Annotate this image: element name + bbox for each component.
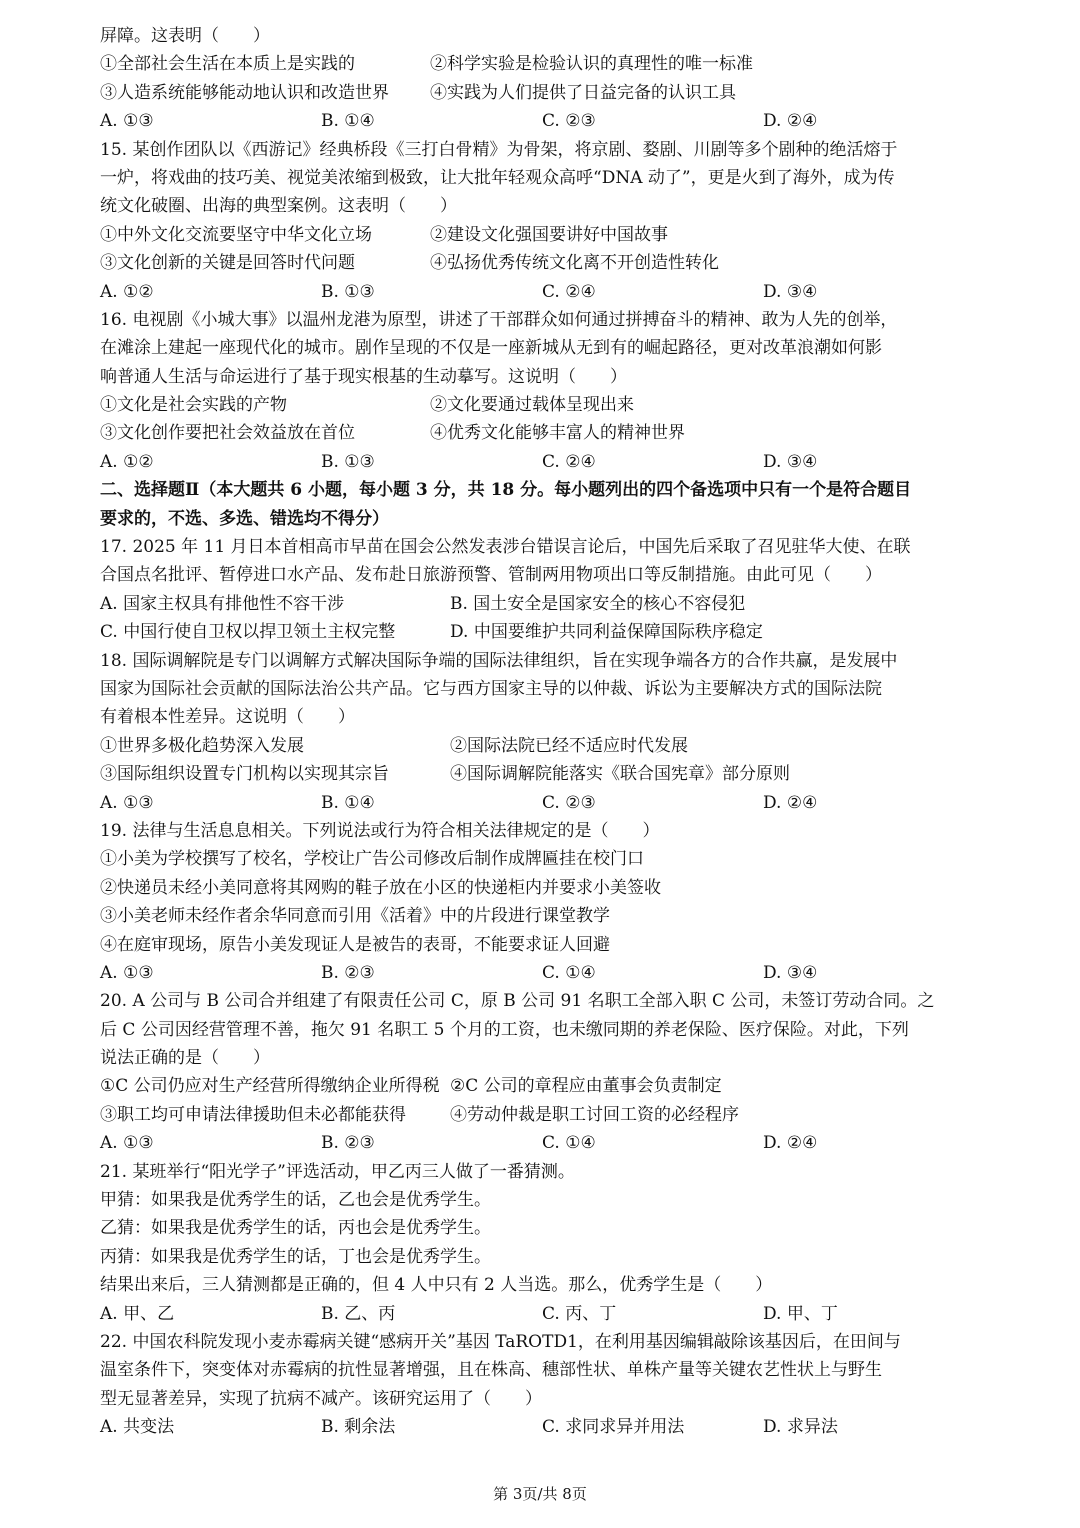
choice: D. ③④: [763, 281, 818, 302]
choice: D. ②④: [763, 1133, 818, 1154]
choice: A. ①③: [100, 792, 154, 813]
option: ②建设文化强国要讲好中国故事: [430, 224, 668, 245]
exam-page: [100, 22, 990, 1442]
choice: B. 乙、丙: [321, 1303, 396, 1324]
question-text: 甲猜：如果我是优秀学生的话，乙也会是优秀学生。: [100, 1190, 491, 1211]
option: ④在庭审现场，原告小美发现证人是被告的表哥，不能要求证人回避: [100, 934, 610, 955]
question-text: 18. 国际调解院是专门以调解方式解决国际争端的国际法律组织，旨在实现争端各方的合作共赢，是发展中: [100, 650, 898, 671]
choice-row: [100, 959, 990, 987]
question-text: 说法正确的是（ ）: [100, 1048, 270, 1069]
option: ②国际法院已经不适应时代发展: [450, 735, 688, 756]
option: ④实践为人们提供了日益完备的认识工具: [430, 82, 736, 103]
option: ②文化要通过载体呈现出来: [430, 395, 634, 416]
choice: D. ②④: [763, 111, 818, 132]
choice: D. ②④: [763, 792, 818, 813]
option: ②快递员未经小美同意将其网购的鞋子放在小区的快递柜内并要求小美签收: [100, 877, 661, 898]
question-text: 22. 中国农科院发现小麦赤霉病关键“感病开关”基因 TaROTD1，在利用基因编辑敲除该基因后，在田间与: [100, 1331, 901, 1352]
page-number: 第 3页/共 8页: [493, 1485, 587, 1503]
option: D. 中国要维护共同利益保障国际秩序稳定: [450, 622, 763, 643]
option: ③文化创新的关键是回答时代问题: [100, 253, 355, 274]
choice: B. ①④: [321, 792, 375, 813]
choice-row: [100, 1300, 990, 1328]
option: ①世界多极化趋势深入发展: [100, 735, 304, 756]
choice: A. ①③: [100, 111, 154, 132]
choice: A. ①③: [100, 1133, 154, 1154]
option: ①C 公司仍应对生产经营所得缴纳企业所得税: [100, 1076, 440, 1097]
option-row: [100, 618, 990, 646]
option: C. 中国行使自卫权以捍卫领土主权完整: [100, 622, 396, 643]
option: ④劳动仲裁是职工讨回工资的必经程序: [450, 1104, 739, 1125]
choice: C. ②④: [542, 281, 596, 302]
choice-row: [100, 1413, 990, 1441]
choice: B. ①④: [321, 111, 375, 132]
choice: B. ①③: [321, 451, 375, 472]
choice: A. ①②: [100, 281, 154, 302]
choice: B. ②③: [321, 962, 375, 983]
option: ①小美为学校撰写了校名，学校让广告公司修改后制作成牌匾挂在校门口: [100, 849, 644, 870]
section-heading: 二、选择题Ⅱ（本大题共 6 小题，每小题 3 分，共 18 分。每小题列出的四个备选项中只有一个是符合题目: [100, 480, 912, 501]
question-text: 合国点名批评、暂停进口水产品、发布赴日旅游预警、管制两用物项出口等反制措施。由此可见（ ）: [100, 565, 882, 586]
option: ④弘扬优秀传统文化离不开创造性转化: [430, 253, 719, 274]
choice-row: [100, 789, 990, 817]
choice: C. 丙、丁: [542, 1303, 617, 1324]
choice-row: [100, 448, 990, 476]
question-text: 21. 某班举行“阳光学子”评选活动，甲乙丙三人做了一番猜测。: [100, 1161, 575, 1182]
option-row: [100, 50, 990, 78]
question-text: 响普通人生活与命运进行了基于现实根基的生动摹写。这说明（ ）: [100, 366, 627, 387]
question-text: 后 C 公司因经营管理不善，拖欠 91 名职工 5 个月的工资，也未缴同期的养老保险、医疗保险。对此，下列: [100, 1019, 909, 1040]
choice: D. 求异法: [763, 1417, 838, 1438]
question-text: 19. 法律与生活息息相关。下列说法或行为符合相关法律规定的是（ ）: [100, 820, 660, 841]
question-text: 15. 某创作团队以《西游记》经典桥段《三打白骨精》为骨架，将京剧、婺剧、川剧等多个剧种的绝活熔于: [100, 139, 898, 160]
option: ②科学实验是检验认识的真理性的唯一标准: [430, 54, 753, 75]
option: ①文化是社会实践的产物: [100, 395, 287, 416]
question-text: 乙猜：如果我是优秀学生的话，丙也会是优秀学生。: [100, 1218, 491, 1239]
question-text: 有着根本性差异。这说明（ ）: [100, 707, 355, 728]
choice-row: [100, 107, 990, 135]
choice: A. 共变法: [100, 1417, 175, 1438]
question-text: 20. A 公司与 B 公司合并组建了有限责任公司 C，原 B 公司 91 名职工全部入职 C 公司，未签订劳动合同。之: [100, 991, 935, 1012]
option-row: [100, 79, 990, 107]
option: A. 国家主权具有排他性不容干涉: [100, 593, 345, 614]
option: ③职工均可申请法律援助但未必都能获得: [100, 1104, 406, 1125]
question-text: 温室条件下，突变体对赤霉病的抗性显著增强，且在株高、穗部性状、单株产量等关键农艺性状上与野生: [100, 1360, 882, 1381]
choice: B. ②③: [321, 1133, 375, 1154]
option-row: [100, 1072, 990, 1100]
question-text: 统文化破圈、出海的典型案例。这表明（ ）: [100, 196, 457, 217]
choice: D. ③④: [763, 962, 818, 983]
option: ①中外文化交流要坚守中华文化立场: [100, 224, 372, 245]
question-text: 屏障。这表明（ ）: [100, 26, 270, 46]
choice: C. ②③: [542, 111, 596, 132]
option-row: [100, 391, 990, 419]
option: ④优秀文化能够丰富人的精神世界: [430, 423, 685, 444]
option-row: [100, 249, 990, 277]
choice: C. 求同求异并用法: [542, 1417, 685, 1438]
option: ③人造系统能够能动地认识和改造世界: [100, 82, 389, 103]
choice: C. ①④: [542, 962, 596, 983]
option-row: [100, 760, 990, 788]
question-text: 型无显著差异，实现了抗病不减产。该研究运用了（ ）: [100, 1388, 542, 1409]
choice: D. ③④: [763, 451, 818, 472]
choice: B. 剩余法: [321, 1417, 396, 1438]
option: ①全部社会生活在本质上是实践的: [100, 54, 355, 75]
choice: A. 甲、乙: [100, 1303, 175, 1324]
option-row: [100, 1101, 990, 1129]
question-text: 16. 电视剧《小城大事》以温州龙港为原型，讲述了干部群众如何通过拼搏奋斗的精神、敢为人先的创举，: [100, 309, 898, 330]
section-heading: 要求的，不选、多选、错选均不得分）: [100, 508, 389, 529]
question-text: 在滩涂上建起一座现代化的城市。剧作呈现的不仅是一座新城从无到有的崛起路径，更对改革浪潮如何影: [100, 338, 882, 359]
question-text: 国家为国际社会贡献的国际法治公共产品。它与西方国家主导的以仲裁、诉讼为主要解决方式的国际法院: [100, 678, 882, 699]
option-row: [100, 221, 990, 249]
option-row: [100, 419, 990, 447]
choice: A. ①②: [100, 451, 154, 472]
choice: C. ②③: [542, 792, 596, 813]
choice: C. ①④: [542, 1133, 596, 1154]
choice: B. ①③: [321, 281, 375, 302]
choice: A. ①③: [100, 962, 154, 983]
option: ③文化创作要把社会效益放在首位: [100, 423, 355, 444]
question-text: 丙猜：如果我是优秀学生的话，丁也会是优秀学生。: [100, 1246, 491, 1267]
choice: D. 甲、丁: [763, 1303, 838, 1324]
option: B. 国土安全是国家安全的核心不容侵犯: [450, 593, 746, 614]
question-text: 结果出来后，三人猜测都是正确的，但 4 人中只有 2 人当选。那么，优秀学生是（ ）: [100, 1275, 773, 1296]
option-row: [100, 590, 990, 618]
question-text: 17. 2025 年 11 月日本首相高市早苗在国会公然发表涉台错误言论后，中国先后采取了召见驻华大使、在联: [100, 537, 911, 558]
option-row: [100, 732, 990, 760]
option: ③国际组织设置专门机构以实现其宗旨: [100, 764, 389, 785]
choice: C. ②④: [542, 451, 596, 472]
choice-row: [100, 1129, 990, 1157]
question-text: 一炉，将戏曲的技巧美、视觉美浓缩到极致，让大批年轻观众高呼“DNA 动了”，更是火到了海外，成为传: [100, 167, 895, 188]
option: ③小美老师未经作者余华同意而引用《活着》中的片段进行课堂教学: [100, 906, 610, 927]
choice-row: [100, 278, 990, 306]
option: ④国际调解院能落实《联合国宪章》部分原则: [450, 764, 790, 785]
option: ②C 公司的章程应由董事会负责制定: [450, 1076, 722, 1097]
